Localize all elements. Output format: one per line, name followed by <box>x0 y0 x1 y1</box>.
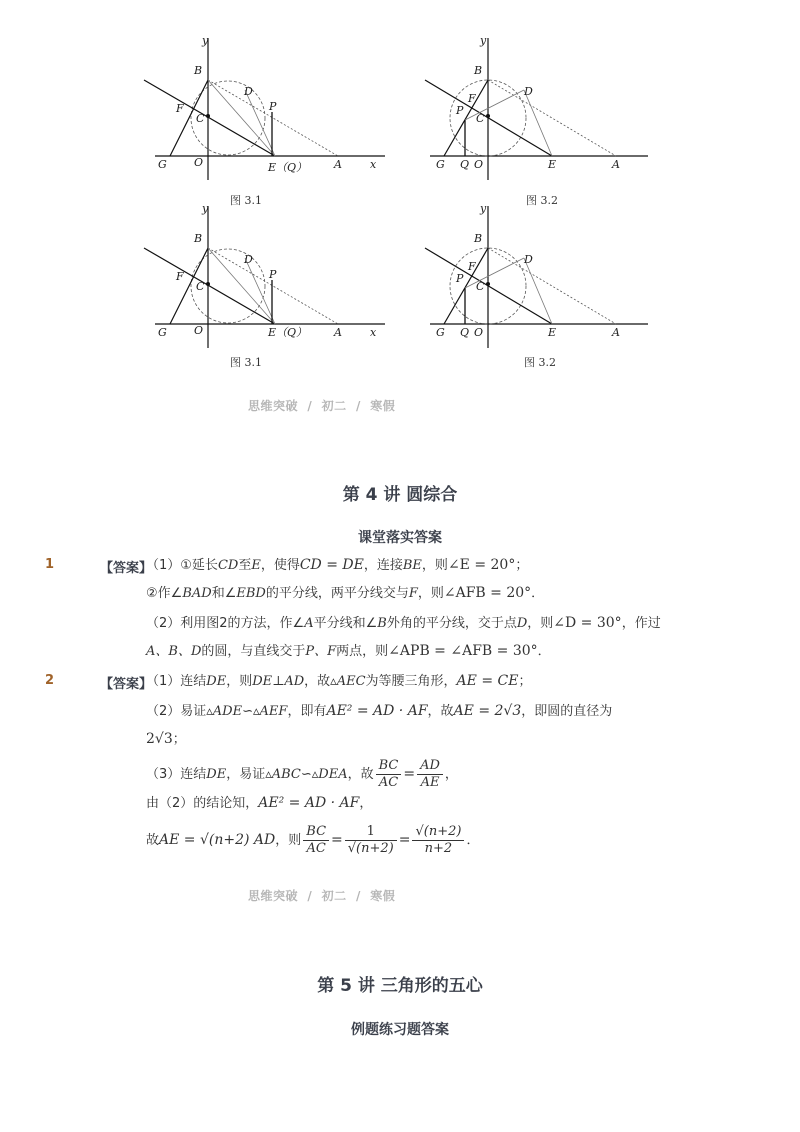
figure-3-1-top <box>140 32 390 182</box>
label-p: P <box>269 268 277 281</box>
label-a: A <box>334 158 342 171</box>
label-y: y <box>480 34 487 47</box>
figure-caption: 图 3.1 <box>230 356 262 369</box>
figure-3-2-bottom <box>420 200 670 350</box>
answer-line: （2）易证▵ADE∽▵AEF，即有AE² = AD · AF，故AE = 2√3，即圆的直径为 <box>146 703 613 719</box>
label-f: F <box>176 102 184 115</box>
fraction: $\frac{BC}{AC}$ <box>303 824 329 857</box>
lecture-4-title: 第 4 讲 圆综合 <box>342 485 458 505</box>
lecture-5-title: 第 5 讲 三角形的五心 <box>317 976 483 996</box>
figure-3-2-top <box>420 32 670 182</box>
label-e: E（Q） <box>268 326 308 339</box>
answer-line: （2）利用图2的方法，作∠A平分线和∠B外角的平分线，交于点D，则∠D = 30°，作过 <box>146 615 661 631</box>
figure-caption: 图 3.1 <box>230 194 262 207</box>
label-o: O <box>474 326 484 339</box>
label-d: D <box>244 85 253 98</box>
answer-line: 2√3； <box>146 731 186 747</box>
label-d: D <box>244 253 253 266</box>
label-e: E（Q） <box>268 161 308 174</box>
figure-caption: 图 3.2 <box>524 356 556 369</box>
label-g: G <box>436 158 445 171</box>
fraction: $\frac{1}{√(n+2)}$ <box>345 824 397 857</box>
label-c: C <box>476 112 485 125</box>
lecture-5-subtitle: 例题练习题答案 <box>351 1022 449 1038</box>
label-b: B <box>474 232 483 245</box>
label-d: D <box>524 253 533 266</box>
figure-caption: 图 3.2 <box>526 194 558 207</box>
lecture-4-subtitle: 课堂落实答案 <box>358 530 442 546</box>
label-g: G <box>158 326 167 339</box>
page-footer: 思维突破 / 初二 / 寒假 <box>248 399 396 413</box>
label-q: Q <box>460 158 470 171</box>
label-y: y <box>480 202 487 215</box>
answer-tag: 【答案】 <box>100 561 153 576</box>
geometry-diagram <box>140 200 390 350</box>
label-a: A <box>334 326 342 339</box>
fraction: $\frac{AD}{AE}$ <box>417 758 443 791</box>
fraction: $\frac{√(n+2)}{n+2}$ <box>412 824 464 857</box>
answer-tag: 【答案】 <box>100 677 153 692</box>
label-q: Q <box>460 326 470 339</box>
label-y: y <box>202 202 209 215</box>
label-a: A <box>612 326 620 339</box>
geometry-diagram <box>420 32 670 182</box>
label-p: P <box>269 100 277 113</box>
label-e: E <box>548 158 557 171</box>
label-b: B <box>474 64 483 77</box>
label-b: B <box>194 232 203 245</box>
label-e: E <box>548 326 557 339</box>
label-p: P <box>456 104 464 117</box>
label-b: B <box>194 64 203 77</box>
geometry-diagram <box>420 200 670 350</box>
label-c: C <box>196 280 205 293</box>
label-c: C <box>476 280 485 293</box>
label-o: O <box>474 158 484 171</box>
answer-line: （1）连结DE，则DE⊥AD，故▵AEC为等腰三角形，AE = CE； <box>146 673 532 689</box>
label-f: F <box>176 270 184 283</box>
fraction: $\frac{BC}{AC}$ <box>376 758 402 791</box>
geometry-diagram <box>140 32 390 182</box>
label-x: x <box>370 326 377 339</box>
answer-line: ②作∠BAD和∠EBD的平分线，两平分线交与F，则∠AFB = 20°． <box>146 585 545 601</box>
answer-line: 由（2）的结论知，AE² = AD · AF， <box>146 795 373 811</box>
label-x: x <box>370 158 377 171</box>
answer-line: A、B、D的圆，与直线交于P、F两点，则∠APB = ∠AFB = 30°． <box>146 643 551 659</box>
label-g: G <box>158 158 167 171</box>
answer-line: （3）连结DE，易证▵ABC∽▵DEA，故 $\frac{BC}{AC}$ = $\frac{AD}{AE}$ ， <box>146 758 458 790</box>
page-footer: 思维突破 / 初二 / 寒假 <box>248 889 396 903</box>
label-g: G <box>436 326 445 339</box>
label-f: F <box>468 92 476 105</box>
question-number: 2 <box>45 673 55 688</box>
label-o: O <box>194 324 204 337</box>
label-c: C <box>196 112 205 125</box>
answer-line: 故AE = √(n+2) AD，则 $\frac{BC}{AC}$ = $\frac{1}{√(n+2)}$ = $\frac{√(n+2)}{n+2}$ ． <box>146 824 480 856</box>
figure-3-1-bottom <box>140 200 390 350</box>
label-f: F <box>468 260 476 273</box>
answer-line: （1）①延长CD至E，使得CD = DE，连接BE，则∠E = 20°； <box>146 557 529 573</box>
label-p: P <box>456 272 464 285</box>
label-d: D <box>524 85 533 98</box>
label-y: y <box>202 34 209 47</box>
label-a: A <box>612 158 620 171</box>
label-o: O <box>194 156 204 169</box>
question-number: 1 <box>45 557 55 572</box>
